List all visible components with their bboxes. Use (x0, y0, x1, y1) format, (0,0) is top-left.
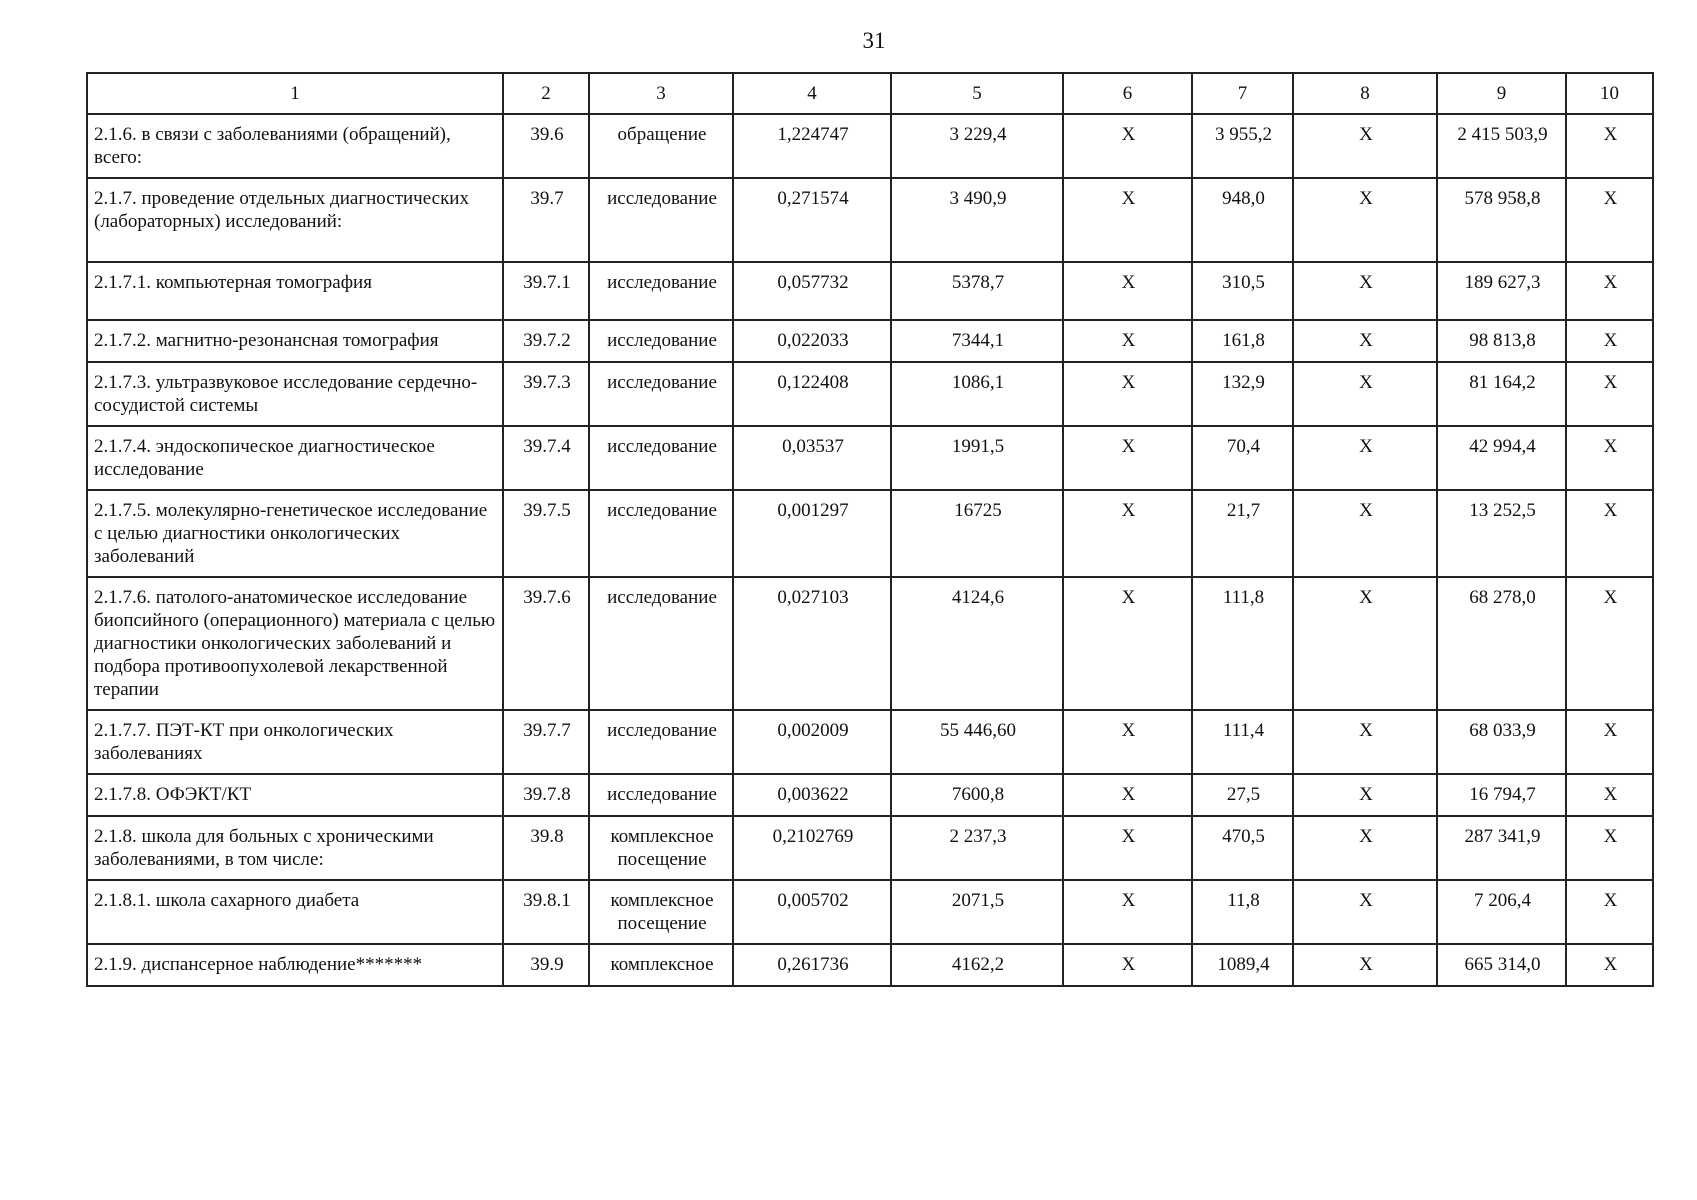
row-label-cell: 2.1.9. диспансерное наблюдение******* (87, 944, 503, 986)
table-cell: 21,7 (1192, 490, 1293, 577)
table-cell: X (1063, 944, 1192, 986)
table-cell: X (1293, 816, 1437, 880)
table-cell: 81 164,2 (1437, 362, 1566, 426)
row-label-cell: 2.1.7. проведение отдельных диагностических (лабораторных) исследований: (87, 178, 503, 262)
table-cell: X (1293, 320, 1437, 362)
table-row (87, 710, 1653, 774)
column-header: 10 (1566, 73, 1653, 114)
table-cell: 16 794,7 (1437, 774, 1566, 816)
table-row (87, 362, 1653, 426)
table-cell: X (1293, 362, 1437, 426)
table-row (87, 262, 1653, 320)
table-row (87, 320, 1653, 362)
table-cell: X (1566, 577, 1653, 710)
table-cell: исследование (589, 362, 733, 426)
table-cell: 39.6 (503, 114, 589, 178)
table-cell: 1086,1 (891, 362, 1063, 426)
table-cell: 39.7.2 (503, 320, 589, 362)
column-header: 4 (733, 73, 891, 114)
table-cell: X (1566, 710, 1653, 774)
table-cell: X (1566, 262, 1653, 320)
table-cell: 111,8 (1192, 577, 1293, 710)
table-cell: X (1293, 710, 1437, 774)
table-cell: 0,261736 (733, 944, 891, 986)
table-cell: X (1566, 490, 1653, 577)
table-body (87, 114, 1653, 986)
table-cell: 3 229,4 (891, 114, 1063, 178)
column-header: 5 (891, 73, 1063, 114)
table-cell: исследование (589, 577, 733, 710)
column-header: 2 (503, 73, 589, 114)
table-cell: 39.7.6 (503, 577, 589, 710)
table-cell: 665 314,0 (1437, 944, 1566, 986)
table-row (87, 880, 1653, 944)
table-cell: 1991,5 (891, 426, 1063, 490)
table-cell: X (1293, 577, 1437, 710)
row-label-cell: 2.1.8.1. школа сахарного диабета (87, 880, 503, 944)
table-cell: 0,022033 (733, 320, 891, 362)
table-cell: 3 955,2 (1192, 114, 1293, 178)
table-cell: X (1566, 362, 1653, 426)
table-cell: 39.9 (503, 944, 589, 986)
table-cell: 0,003622 (733, 774, 891, 816)
table-cell: X (1063, 320, 1192, 362)
table-cell: 161,8 (1192, 320, 1293, 362)
table-cell: X (1063, 114, 1192, 178)
table-cell: 948,0 (1192, 178, 1293, 262)
table-cell: X (1063, 362, 1192, 426)
table-cell: 70,4 (1192, 426, 1293, 490)
data-table (86, 72, 1654, 987)
table-cell: 39.8 (503, 816, 589, 880)
column-header: 6 (1063, 73, 1192, 114)
table-cell: 2071,5 (891, 880, 1063, 944)
table-row (87, 178, 1653, 262)
table-cell: 11,8 (1192, 880, 1293, 944)
table-cell: 7 206,4 (1437, 880, 1566, 944)
table-cell: X (1293, 880, 1437, 944)
table-cell: исследование (589, 178, 733, 262)
column-header: 1 (87, 73, 503, 114)
table-cell: 287 341,9 (1437, 816, 1566, 880)
row-label-cell: 2.1.7.4. эндоскопическое диагностическое исследование (87, 426, 503, 490)
column-header: 9 (1437, 73, 1566, 114)
table-cell: X (1063, 816, 1192, 880)
table-cell: X (1566, 944, 1653, 986)
table-cell: 7600,8 (891, 774, 1063, 816)
table-cell: 3 490,9 (891, 178, 1063, 262)
table-cell: 0,2102769 (733, 816, 891, 880)
table-cell: 470,5 (1192, 816, 1293, 880)
table-cell: X (1063, 178, 1192, 262)
table-cell: X (1566, 320, 1653, 362)
table-cell: обращение (589, 114, 733, 178)
page-number: 31 (862, 28, 886, 53)
table-cell: X (1566, 774, 1653, 816)
table-cell: X (1293, 262, 1437, 320)
table-cell: 189 627,3 (1437, 262, 1566, 320)
table-cell: X (1293, 944, 1437, 986)
table-cell: X (1063, 426, 1192, 490)
table-cell: 1089,4 (1192, 944, 1293, 986)
table-row (87, 774, 1653, 816)
table-cell: 5378,7 (891, 262, 1063, 320)
column-header: 8 (1293, 73, 1437, 114)
header-row (87, 73, 1653, 114)
table-cell: 0,027103 (733, 577, 891, 710)
table-cell: комплексное посещение (589, 816, 733, 880)
table-cell: X (1063, 577, 1192, 710)
table-cell: X (1293, 114, 1437, 178)
table-cell: X (1566, 426, 1653, 490)
table-cell: X (1293, 774, 1437, 816)
table-row (87, 944, 1653, 986)
table-cell: 39.7.3 (503, 362, 589, 426)
table-cell: 0,122408 (733, 362, 891, 426)
table-cell: X (1566, 880, 1653, 944)
column-header: 3 (589, 73, 733, 114)
table-cell: исследование (589, 774, 733, 816)
table-cell: 0,271574 (733, 178, 891, 262)
table-cell: X (1063, 710, 1192, 774)
table-cell: X (1063, 262, 1192, 320)
table-cell: 1,224747 (733, 114, 891, 178)
table-cell: 0,03537 (733, 426, 891, 490)
table-cell: 39.8.1 (503, 880, 589, 944)
table-cell: 310,5 (1192, 262, 1293, 320)
table-cell: 55 446,60 (891, 710, 1063, 774)
table-cell: 2 237,3 (891, 816, 1063, 880)
table-cell: 39.7.8 (503, 774, 589, 816)
table-cell: исследование (589, 320, 733, 362)
table-cell: X (1293, 426, 1437, 490)
table-cell: 2 415 503,9 (1437, 114, 1566, 178)
table-cell: X (1566, 178, 1653, 262)
table-cell: 39.7.4 (503, 426, 589, 490)
row-label-cell: 2.1.7.3. ультразвуковое исследование сердечно-сосудистой системы (87, 362, 503, 426)
table-cell: 16725 (891, 490, 1063, 577)
table-cell: 0,001297 (733, 490, 891, 577)
row-label-cell: 2.1.7.5. молекулярно-генетическое исследование с целью диагностики онкологических заболеваний (87, 490, 503, 577)
table-cell: 39.7.7 (503, 710, 589, 774)
table-cell: 39.7 (503, 178, 589, 262)
table-row (87, 816, 1653, 880)
table-cell: 0,005702 (733, 880, 891, 944)
table-cell: X (1063, 774, 1192, 816)
table-cell: 68 278,0 (1437, 577, 1566, 710)
table-cell: 4124,6 (891, 577, 1063, 710)
table-cell: 578 958,8 (1437, 178, 1566, 262)
table-cell: 132,9 (1192, 362, 1293, 426)
table-cell: X (1293, 490, 1437, 577)
row-label-cell: 2.1.8. школа для больных с хроническими заболеваниями, в том числе: (87, 816, 503, 880)
table-cell: X (1063, 490, 1192, 577)
table-row (87, 577, 1653, 710)
table-cell: исследование (589, 262, 733, 320)
table-cell: 98 813,8 (1437, 320, 1566, 362)
row-label-cell: 2.1.7.6. патолого-анатомическое исследование биопсийного (операционного) материала с целью диагностики онкологических заболеваний и подбора противоопухолевой лекарственной терапии (87, 577, 503, 710)
table-cell: 13 252,5 (1437, 490, 1566, 577)
table-cell: 4162,2 (891, 944, 1063, 986)
table-cell: 7344,1 (891, 320, 1063, 362)
table-cell: 39.7.5 (503, 490, 589, 577)
table-cell: X (1566, 114, 1653, 178)
table-cell: 111,4 (1192, 710, 1293, 774)
table-cell: комплексное (589, 944, 733, 986)
table-cell: исследование (589, 710, 733, 774)
table-cell: X (1063, 880, 1192, 944)
table-row (87, 114, 1653, 178)
table-cell: 39.7.1 (503, 262, 589, 320)
table-cell: X (1293, 178, 1437, 262)
table-cell: 0,002009 (733, 710, 891, 774)
table-cell: 27,5 (1192, 774, 1293, 816)
table-cell: исследование (589, 426, 733, 490)
table-cell: комплексное посещение (589, 880, 733, 944)
row-label-cell: 2.1.7.7. ПЭТ-КТ при онкологических заболеваниях (87, 710, 503, 774)
table-cell: X (1566, 816, 1653, 880)
column-header: 7 (1192, 73, 1293, 114)
row-label-cell: 2.1.6. в связи с заболеваниями (обращений), всего: (87, 114, 503, 178)
table-row (87, 426, 1653, 490)
table-cell: исследование (589, 490, 733, 577)
table-cell: 42 994,4 (1437, 426, 1566, 490)
row-label-cell: 2.1.7.1. компьютерная томография (87, 262, 503, 320)
row-label-cell: 2.1.7.2. магнитно-резонансная томография (87, 320, 503, 362)
table-cell: 0,057732 (733, 262, 891, 320)
table-cell: 68 033,9 (1437, 710, 1566, 774)
row-label-cell: 2.1.7.8. ОФЭКТ/КТ (87, 774, 503, 816)
table-row (87, 490, 1653, 577)
